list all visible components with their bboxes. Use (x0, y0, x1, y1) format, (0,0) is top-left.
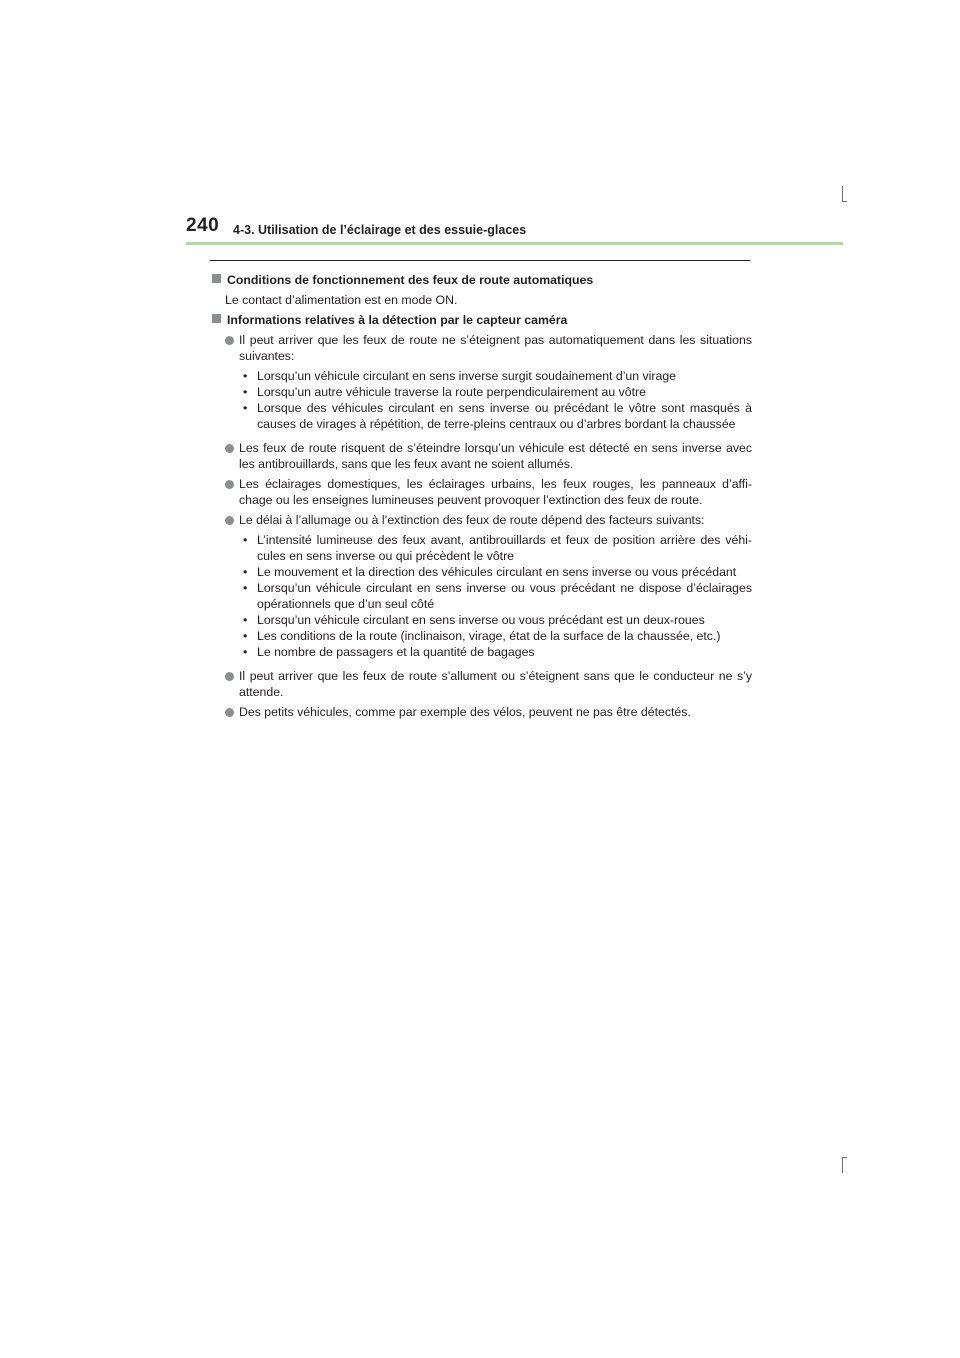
crop-mark-top-right-tick (842, 201, 847, 202)
page-content (212, 268, 752, 724)
square-bullet-icon (212, 314, 221, 323)
square-bullet-icon (212, 274, 221, 283)
page-number: 240 (186, 215, 220, 236)
list-item (225, 704, 752, 720)
sub-list-item: • Le nombre de passagers et la quantité de bagages (239, 644, 752, 660)
header-rule (186, 242, 843, 245)
crop-mark-top-right (842, 186, 843, 202)
list-item (225, 440, 752, 472)
chapter-title: 4-3. Utilisation de l’éclairage et des essuie-glaces (233, 223, 527, 237)
section-heading-text: Informations relatives à la détection par le capteur caméra (227, 313, 568, 327)
small-bullet-icon: • (243, 645, 248, 659)
crop-mark-bottom-right (842, 1157, 843, 1173)
circle-bullet-icon (225, 672, 234, 681)
small-bullet-icon: • (243, 533, 248, 547)
sub-list-item: • Lorsqu’un autre véhicule traverse la route perpendiculairement au vôtre (239, 384, 752, 400)
list-item (225, 332, 752, 436)
list-item-text: Il peut arriver que les feux de route ne s’éteignent pas automatiquement dans les situations suivantes: (239, 333, 752, 363)
small-bullet-icon: • (243, 401, 248, 415)
sub-list-item: • Le mouvement et la direction des véhicules circulant en sens inverse ou vous précédant (239, 564, 752, 580)
section-heading-text: Conditions de fonctionnement des feux de route automatiques (227, 273, 594, 287)
list-item-text: Il peut arriver que les feux de route s’allument ou s’éteignent sans que le conducteur ne s’y attende. (239, 669, 752, 699)
sub-list-item: • Lorsqu’un véhicule circulant en sens inverse ou vous précédant ne dispose d’éclairages opérationnels que d’un seul côté (239, 580, 752, 612)
circle-bullet-icon (225, 336, 234, 345)
small-bullet-icon: • (243, 613, 248, 627)
circle-bullet-icon (225, 516, 234, 525)
small-bullet-icon: • (243, 581, 248, 595)
list-item-text: Les éclairages domestiques, les éclairages urbains, les feux rouges, les panneaux d’affi-chage ou les enseignes lumineuses peuvent provoquer l’extinction des feux de route. (239, 477, 752, 507)
section-rule (210, 260, 750, 261)
circle-bullet-icon (225, 708, 234, 717)
sub-list-item: • L’intensité lumineuse des feux avant, antibrouillards et feux de position arrière des véhi-cules en sens inverse ou qui précèdent le vôtre (239, 532, 752, 564)
section-paragraph: Le contact d’alimentation est en mode ON. (225, 293, 458, 307)
sub-list (239, 532, 752, 660)
section-heading (212, 312, 752, 328)
circle-bullet-icon (225, 444, 234, 453)
list-item (225, 512, 752, 664)
crop-mark-bottom-right-tick (842, 1157, 847, 1158)
small-bullet-icon: • (243, 385, 248, 399)
small-bullet-icon: • (243, 629, 248, 643)
list-item (225, 476, 752, 508)
sub-list-item: • Lorsqu’un véhicule circulant en sens inverse ou vous précédant est un deux-roues (239, 612, 752, 628)
circle-bullet-icon (225, 480, 234, 489)
list-item (225, 668, 752, 700)
list-item-text: Le délai à l’allumage ou à l’extinction des feux de route dépend des facteurs suivants: (239, 513, 705, 527)
sub-list (239, 368, 752, 432)
small-bullet-icon: • (243, 565, 248, 579)
sub-list-item: • Lorsqu’un véhicule circulant en sens inverse surgit soudainement d’un virage (239, 368, 752, 384)
small-bullet-icon: • (243, 369, 248, 383)
section-heading (212, 272, 752, 288)
sub-list-item: • Les conditions de la route (inclinaison, virage, état de la surface de la chaussée, etc.) (239, 628, 752, 644)
list-item-text: Des petits véhicules, comme par exemple des vélos, peuvent ne pas être détectés. (239, 705, 691, 719)
sub-list-item: • Lorsque des véhicules circulant en sens inverse ou précédant le vôtre sont masqués à causes de virages à répétition, de terre-pleins centraux ou d’arbres bordant la chaussée (239, 400, 752, 432)
list-item-text: Les feux de route risquent de s’éteindre lorsqu’un véhicule est détecté en sens inverse avec les antibrouillards, sans que les feux avant ne soient allumés. (239, 441, 752, 471)
